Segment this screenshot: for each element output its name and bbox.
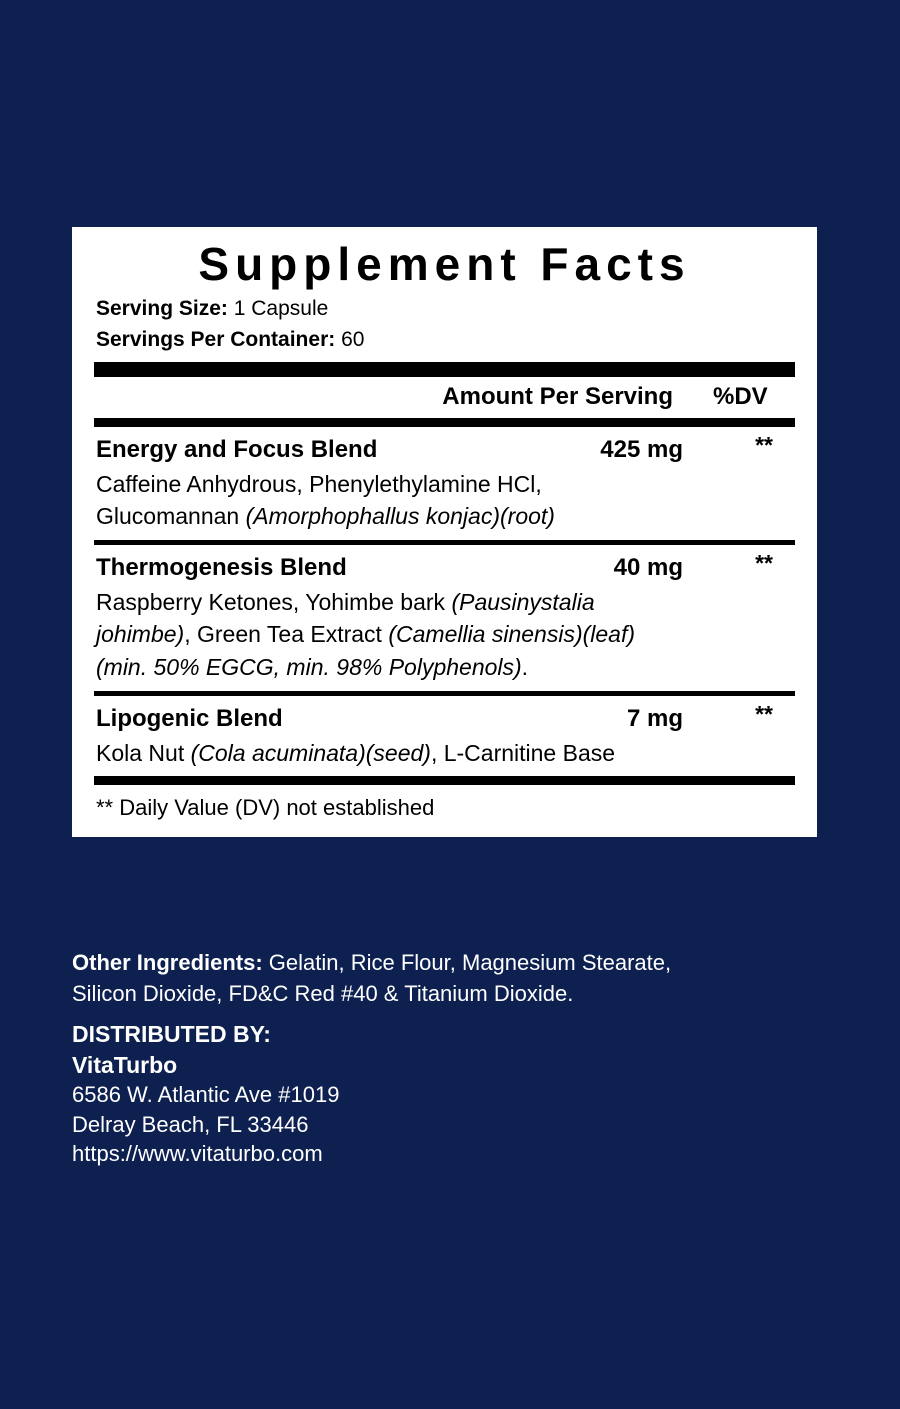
divider-med-2: [94, 776, 795, 785]
blend-name: Lipogenic Blend: [96, 704, 283, 732]
blend-name: Energy and Focus Blend: [96, 435, 378, 463]
blend-ingredients-line-2: [96, 500, 795, 533]
blend-header: [94, 700, 795, 735]
blend-amount: 425 mg: [600, 435, 683, 463]
other-ingredients-label: Other Ingredients:: [72, 950, 263, 975]
ingredient-latin-name: (Pausinystalia: [451, 588, 595, 615]
blend-ingredients: [96, 584, 795, 684]
distributor-website: https://www.vitaturbo.com: [72, 1141, 323, 1167]
ingredient-text: .: [521, 654, 529, 681]
ingredient-latin-name: (Camellia sinensis)(leaf): [388, 621, 636, 648]
serving-size-line: [96, 293, 795, 325]
blend-ingredients: [96, 466, 795, 533]
ingredient-text: Raspberry Ketones, Yohimbe bark: [96, 588, 452, 615]
blend-header: [94, 431, 795, 466]
servings-per-container-value: 60: [341, 328, 365, 352]
ingredient-text-2: , L-Carnitine Base: [430, 739, 616, 766]
amount-per-serving-header-row: [94, 377, 795, 418]
blend-ingredients-line-1: [96, 586, 795, 619]
ingredient-latin-name: (Cola acuminata)(seed): [190, 739, 431, 766]
blend-row-lipogenic: [94, 696, 795, 777]
supplement-facts-panel: [72, 227, 817, 837]
distributor-block: [72, 1019, 862, 1168]
ingredient-text: , Green Tea Extract: [184, 621, 389, 648]
divider-thick-top: [94, 362, 795, 377]
serving-size-label: Serving Size:: [96, 296, 228, 320]
daily-value-header: %DV: [713, 382, 768, 410]
blend-ingredients-line-3: [96, 651, 795, 684]
blend-ingredients-line-2: [96, 618, 795, 651]
distributor-name: VitaTurbo: [72, 1051, 178, 1078]
blend-daily-value: **: [755, 700, 773, 727]
distributor-address-line-1: 6586 W. Atlantic Ave #1019: [72, 1082, 340, 1108]
ingredient-latin-name-cont: johimbe): [96, 621, 185, 648]
ingredient-latin-name: (Amorphophallus konjac)(root): [245, 503, 555, 530]
distributed-by-label: DISTRIBUTED BY:: [72, 1021, 271, 1048]
page-title: Supplement Facts: [198, 238, 691, 290]
blend-ingredients-line-1: Caffeine Anhydrous, Phenylethylamine HCl,: [96, 470, 542, 497]
blend-daily-value: **: [755, 549, 773, 576]
serving-size-value: 1 Capsule: [233, 296, 329, 320]
blend-ingredients-line-1: [96, 737, 795, 770]
distributor-address-line-2: Delray Beach, FL 33446: [72, 1111, 309, 1137]
ingredient-text: Kola Nut: [96, 739, 191, 766]
blend-row-energy-and-focus: [94, 427, 795, 540]
blend-daily-value: **: [755, 431, 773, 458]
blend-ingredients: [96, 735, 795, 770]
blend-amount: 7 mg: [626, 704, 683, 732]
servings-per-container-line: [96, 324, 795, 356]
divider-med-1: [94, 418, 795, 427]
label-footer: [72, 947, 862, 1169]
blend-row-thermogenesis: [94, 545, 795, 691]
other-ingredients-line-1: Gelatin, Rice Flour, Magnesium Stearate,: [262, 950, 672, 975]
daily-value-footnote: ** Daily Value (DV) not established: [96, 795, 435, 821]
ingredient-standardization: (min. 50% EGCG, min. 98% Polyphenols): [96, 654, 522, 681]
blend-name: Thermogenesis Blend: [96, 553, 347, 581]
amount-per-serving-header: Amount Per Serving: [442, 382, 673, 410]
blend-header: [94, 549, 795, 584]
servings-per-container-label: Servings Per Container:: [96, 328, 336, 352]
blend-amount: 40 mg: [613, 553, 683, 581]
other-ingredients-line-2: Silicon Dioxide, FD&C Red #40 & Titanium Dioxide.: [72, 981, 574, 1007]
ingredient-text: Glucomannan: [96, 503, 246, 530]
other-ingredients: [72, 947, 862, 1009]
